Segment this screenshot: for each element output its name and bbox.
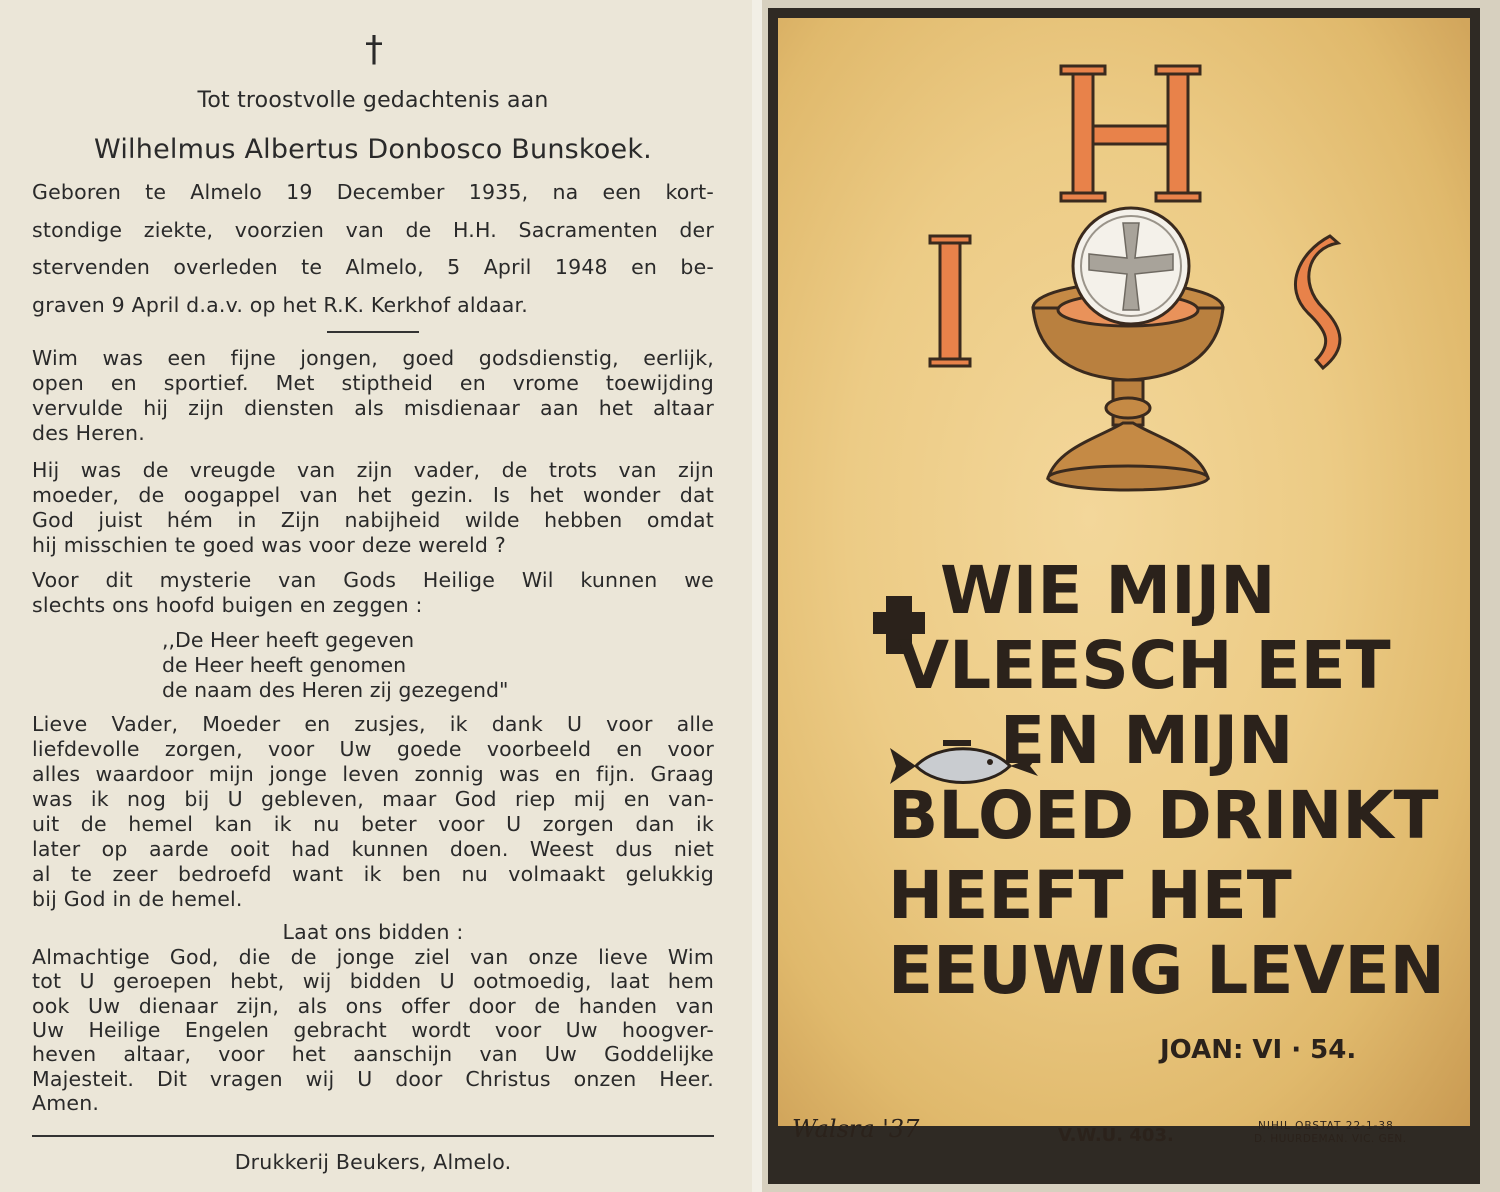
text-line: God juist hém in Zijn nabijheid wilde hebben omdat xyxy=(32,508,714,532)
page-fold xyxy=(752,0,762,1192)
text-line: de naam des Heren zij gezegend" xyxy=(162,678,509,702)
text-line: Almachtige God, die de jonge ziel van onze lieve Wim xyxy=(32,945,714,969)
text-line: ook Uw dienaar zijn, als ons offer door de handen van xyxy=(32,993,714,1018)
text-line: Hij was de vreugde van zijn vader, de trots van zijn xyxy=(32,458,714,482)
text-line: alles waardoor mijn jonge leven zonnig was en fijn. Graag xyxy=(32,762,714,786)
text-line: vervulde hij zijn diensten als misdienaar aan het altaar xyxy=(32,396,714,420)
bottom-divider xyxy=(32,1135,714,1137)
text-line: Wim was een fijne jongen, goed godsdienstig, eerlijk, xyxy=(32,346,714,370)
monogram-s xyxy=(1295,236,1339,368)
host-wafer xyxy=(1073,208,1189,324)
text-line: was ik nog bij U gebleven, maar God riep mij en van- xyxy=(32,787,714,811)
verse-line: WIE MIJN xyxy=(940,552,1276,629)
text-line: moeder, de oogappel van het gezin. Is het wonder dat xyxy=(32,483,714,507)
monogram-i xyxy=(930,236,970,366)
dedication-heading: Tot troostvolle gedachtenis aan xyxy=(197,88,549,113)
text-line: bij God in de hemel. xyxy=(32,887,243,911)
text-line: uit de hemel kan ik nu beter voor U zorgen dan ik xyxy=(32,812,714,836)
text-line: hij misschien te goed was voor deze wereld ? xyxy=(32,533,506,557)
verse-reference: JOAN: VI · 54. xyxy=(1160,1035,1357,1065)
verse-line: EEUWIG LEVEN xyxy=(888,932,1445,1009)
text-line: Lieve Vader, Moeder en zusjes, ik dank U voor alle xyxy=(32,712,714,736)
text-line: Amen. xyxy=(32,1090,100,1115)
text-line: Geboren te Almelo 19 December 1935, na een kort- xyxy=(32,180,714,204)
text-line: stondige ziekte, voorzien van de H.H. Sacramenten der xyxy=(32,217,714,242)
text-line: ,,De Heer heeft gegeven xyxy=(162,628,415,652)
printer-credit: Drukkerij Beukers, Almelo. xyxy=(234,1150,512,1174)
cross-icon: † xyxy=(365,29,383,70)
verse-line: VLEESCH EET xyxy=(898,627,1391,704)
text-line: graven 9 April d.a.v. op het R.K. Kerkhof aldaar. xyxy=(32,292,528,317)
divider xyxy=(327,331,419,333)
text-line: heven altaar, voor het aanschijn van Uw Goddelijke xyxy=(32,1042,714,1067)
monogram-h xyxy=(1061,66,1200,201)
text-line: des Heren. xyxy=(32,421,145,445)
text-line: liefdevolle zorgen, voor Uw goede voorbeeld en voor xyxy=(32,737,714,761)
text-line: Uw Heilige Engelen gebracht wordt voor Uw hoogver- xyxy=(32,1017,714,1042)
nihil-obstat-line2: D. HUURDEMAN. VIC. GEN. xyxy=(1254,1133,1407,1145)
verse-line: HEEFT HET xyxy=(888,857,1292,934)
text-line: tot U geroepen hebt, wij bidden U ootmoedig, laat hem xyxy=(32,969,714,994)
prayer-title: Laat ons bidden : xyxy=(282,920,464,944)
card-code: V.W.U. 403. xyxy=(1058,1125,1174,1146)
verse-line: BLOED DRINKT xyxy=(888,777,1439,854)
nihil-obstat-line1: NIHIL OBSTAT 22-1-38 xyxy=(1258,1120,1394,1132)
text-line: de Heer heeft genomen xyxy=(162,653,407,677)
text-line: stervenden overleden te Almelo, 5 April 1948 en be- xyxy=(32,255,714,279)
text-line: open en sportief. Met stiptheid en vrome toewijding xyxy=(32,371,714,395)
artist-signature: Walsra '37 xyxy=(792,1115,920,1143)
text-line: later op aarde ooit had kunnen doen. Weest dus niet xyxy=(32,837,714,861)
deceased-name: Wilhelmus Albertus Donbosco Bunskoek. xyxy=(94,134,652,165)
text-line: slechts ons hoofd buigen en zeggen : xyxy=(32,593,423,617)
text-line: al te zeer bedroefd want ik ben nu volmaakt gelukkig xyxy=(32,862,714,886)
verse-line: EN MIJN xyxy=(1000,702,1294,779)
text-line: Majesteit. Dit vragen wij U door Christus onzen Heer. xyxy=(32,1066,714,1091)
text-line: Voor dit mysterie van Gods Heilige Wil kunnen we xyxy=(32,568,714,592)
